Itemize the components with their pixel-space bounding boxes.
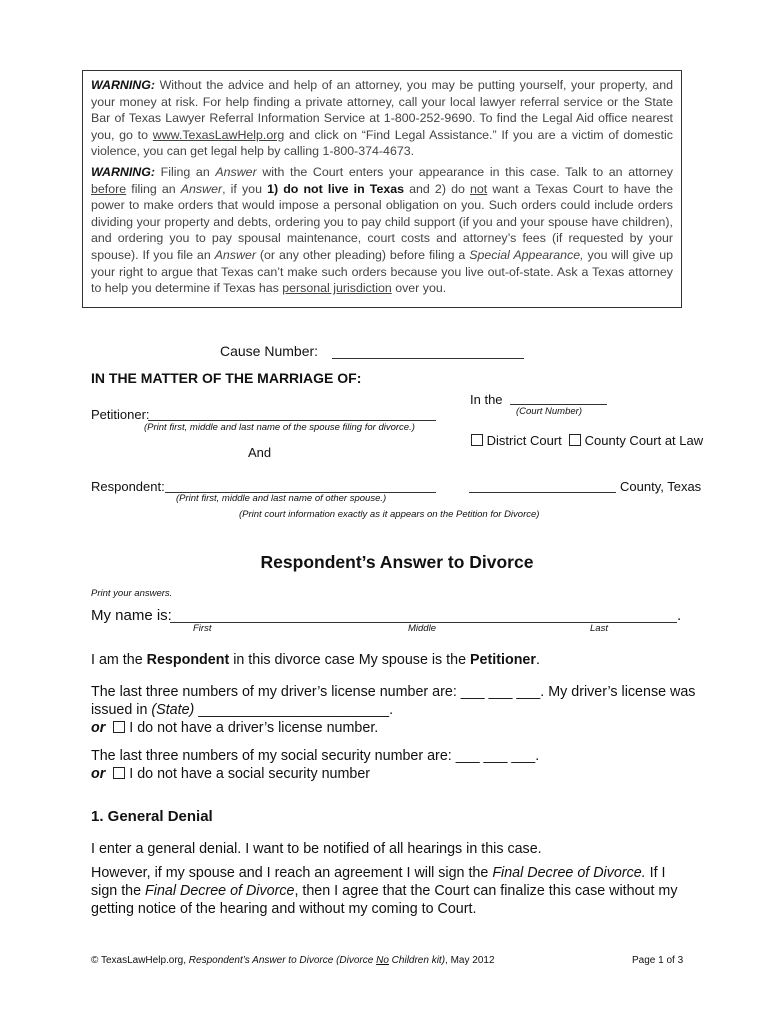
ssn-line-1: The last three numbers of my social security number are: ___ ___ ___.	[91, 748, 540, 764]
w2-t9: over you.	[391, 281, 447, 296]
footer-italic2: Children kit)	[388, 955, 446, 966]
w2-t2: with the Court enters your appearance in this case. Talk to an attorney	[256, 164, 673, 179]
district-court-label: District Court	[486, 433, 562, 448]
w2-t1: Filing an	[155, 164, 216, 179]
court-number-field[interactable]	[510, 390, 607, 405]
dl-state: (State)	[151, 702, 195, 718]
general-denial-text: I enter a general denial. I want to be notified of all hearings in this case.	[91, 841, 542, 857]
w2-answer-2: Answer	[180, 181, 223, 196]
last-label: Last	[590, 623, 608, 634]
my-name-label: My name is:	[91, 607, 172, 624]
warning-label-2: WARNING:	[91, 164, 156, 179]
dl-line-2	[91, 701, 731, 719]
w2-pj: personal jurisdiction	[282, 281, 392, 296]
w2-t4: , if you	[222, 181, 268, 196]
role-statement	[91, 651, 540, 669]
w2-not: not	[469, 181, 488, 196]
and-label: And	[248, 445, 272, 460]
agreement-text	[91, 864, 691, 918]
no-ssn-label: I do not have a social security number	[129, 766, 371, 782]
ssn-line-2	[91, 765, 731, 783]
district-court-option[interactable]	[471, 433, 562, 448]
footer-italic1: Respondent’s Answer to Divorce (Divorce	[188, 955, 377, 966]
respondent-field[interactable]	[165, 478, 436, 493]
name-field[interactable]	[170, 608, 677, 623]
w2-t3: filing an	[126, 181, 181, 196]
no-ssn-checkbox[interactable]	[113, 767, 125, 779]
cause-number-label: Cause Number:	[220, 343, 319, 359]
ssn-block	[91, 747, 731, 783]
w2-t8: you will give up your right to argue that Texas can’t make such orders because you live out-of-state. Ask a Texas attorney to help you determine if Texas has	[91, 247, 673, 296]
w2-bold: 1) do not live in Texas	[267, 181, 405, 196]
drivers-license-block	[91, 683, 731, 737]
agreement-t3: , then I agree that the Court can finalize this case without my getting notice of the hearing and without my coming to Court.	[91, 883, 678, 917]
warning-text-2: and click on “Find Legal Assistance.” If you are a victim of domestic violence, you can get legal help by calling 1-800-374-4673.	[91, 127, 673, 159]
page-number: Page 1 of 3	[632, 955, 684, 966]
print-answers-note: Print your answers.	[91, 588, 173, 599]
w2-t5: and 2) do	[404, 181, 470, 196]
w2-t6: want a Texas Court to have the power to make orders that would impose a personal obligation on you. Such orders could include orders dividing your property and debts, ordering you to pay child support (if you and your spouse have children), and ordering you to pay spousal maintenance, court costs and attorney’s fees (if requested by your spouse). If you file an	[91, 181, 674, 262]
role-respondent: Respondent	[146, 652, 230, 668]
texaslawhelp-link[interactable]: www.TexasLawHelp.org	[152, 127, 285, 142]
court-info-hint: (Print court information exactly as it appears on the Petition for Divorce)	[239, 509, 540, 520]
county-court-checkbox[interactable]	[569, 434, 581, 446]
role-petitioner: Petitioner	[470, 652, 536, 668]
dl-or: or	[91, 720, 106, 736]
no-dl-checkbox[interactable]	[113, 721, 125, 733]
no-dl-label: I do not have a driver’s license number.	[129, 720, 379, 736]
district-court-checkbox[interactable]	[471, 434, 483, 446]
dl-line-3	[91, 719, 731, 737]
section-1-heading: 1. General Denial	[91, 808, 213, 825]
in-the-label: In the	[470, 392, 503, 407]
warning-box	[82, 70, 682, 308]
dl-issued: issued in	[91, 702, 152, 718]
w2-special: Special Appearance,	[469, 247, 584, 262]
respondent-label: Respondent:	[91, 479, 165, 494]
county-court-label: County Court at Law	[584, 433, 704, 448]
respondent-hint: (Print first, middle and last name of other spouse.)	[176, 493, 387, 504]
warning-paragraph-2	[91, 164, 673, 297]
name-period: .	[677, 607, 682, 624]
middle-label: Middle	[408, 623, 436, 634]
agreement-fd2: Final Decree of Divorce	[145, 883, 295, 899]
warning-text: Without the advice and help of an attorney, you may be putting yourself, your property, and your money at risk. For help finding a private attorney, call your local lawyer referral service or the State Bar of Texas Lawyer Referral Information Service at 1-800-252-9690. To find the Legal Aid office nearest you, go to	[91, 78, 673, 142]
footer-t1: © TexasLawHelp.org,	[91, 955, 189, 966]
w2-answer: Answer	[215, 164, 257, 179]
county-texas-label: County, Texas	[620, 479, 702, 494]
w2-t7: (or any other pleading) before filing a	[255, 247, 470, 262]
agreement-t1: However, if my spouse and I reach an agreement I will sign the	[91, 865, 493, 881]
first-label: First	[193, 623, 212, 634]
ssn-or: or	[91, 766, 106, 782]
petitioner-field[interactable]	[148, 406, 436, 421]
petitioner-label: Petitioner:	[91, 407, 150, 422]
matter-heading: IN THE MATTER OF THE MARRIAGE OF:	[91, 370, 362, 386]
agreement-fd: Final Decree of Divorce.	[492, 865, 646, 881]
warning-label: WARNING:	[91, 78, 156, 92]
footer-citation	[91, 955, 495, 966]
dl-state-line[interactable]: ________________________.	[194, 702, 394, 718]
role-t3: .	[535, 652, 540, 668]
court-number-hint: (Court Number)	[516, 406, 582, 417]
footer-t2: , May 2012	[445, 955, 495, 966]
county-court-option[interactable]	[569, 433, 703, 448]
agreement-t2: If I sign the	[91, 865, 666, 899]
role-t2: in this divorce case My spouse is the	[229, 652, 471, 668]
petitioner-hint: (Print first, middle and last name of the spouse filing for divorce.)	[144, 422, 415, 433]
dl-line-1: The last three numbers of my driver’s license number are: ___ ___ ___. My driver’s license was	[91, 684, 696, 700]
county-field[interactable]	[469, 478, 616, 493]
footer-no: No	[376, 955, 389, 966]
warning-paragraph-1	[91, 77, 673, 160]
cause-number-field[interactable]	[332, 344, 524, 359]
page-title: Respondent’s Answer to Divorce	[260, 552, 534, 572]
w2-answer-3: Answer	[214, 247, 256, 262]
w2-before: before	[91, 181, 127, 196]
role-t1: I am the	[91, 652, 147, 668]
